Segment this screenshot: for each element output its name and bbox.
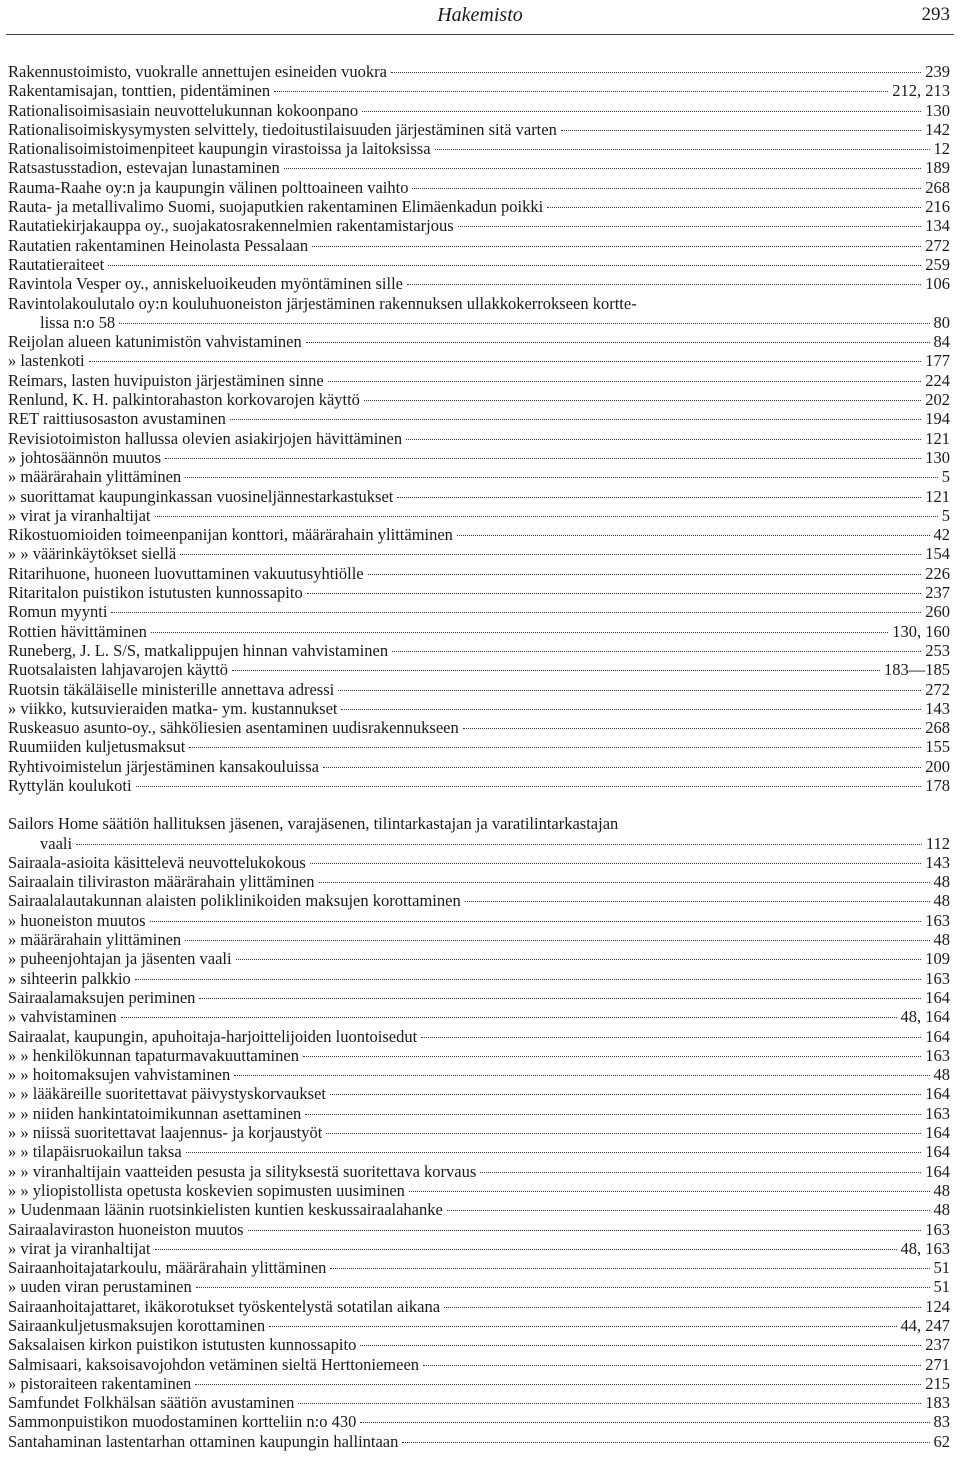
index-entry <box>0 332 960 351</box>
entry-text: » pistoraiteen rakentaminen <box>8 1373 192 1393</box>
entry-page: 5 <box>941 467 950 487</box>
index-entry <box>0 718 960 737</box>
leader-dots <box>362 111 921 112</box>
entry-text: Sairaalain tiliviraston määrärahain ylittäminen <box>8 872 315 892</box>
entry-page: 48, 164 <box>900 1007 950 1027</box>
index-entry <box>0 1297 960 1316</box>
entry-page: 216 <box>925 197 950 217</box>
index-entry <box>0 216 960 235</box>
entry-page: 183 <box>925 1393 950 1413</box>
index-entry <box>0 834 960 853</box>
leader-dots <box>298 1403 921 1404</box>
entry-text: » suorittamat kaupunginkassan vuosineljännestarkastukset <box>8 486 394 506</box>
entry-page: 142 <box>925 119 950 139</box>
entry-page: 48 <box>933 930 950 950</box>
leader-dots <box>135 979 921 980</box>
leader-dots <box>236 959 922 960</box>
index-entry <box>0 1046 960 1065</box>
index-entry <box>0 622 960 641</box>
entry-text: » » niiden hankintatoimikunnan asettaminen <box>8 1103 302 1123</box>
index-entry <box>0 853 960 872</box>
leader-dots <box>421 1037 921 1038</box>
index-group-s <box>0 853 960 1451</box>
index-group-r2 <box>0 332 960 795</box>
leader-dots <box>330 1268 929 1269</box>
page-number: 293 <box>921 4 950 25</box>
leader-dots <box>392 651 921 652</box>
entry-page: 154 <box>925 544 950 564</box>
entry-page: 212, 213 <box>892 81 950 101</box>
entry-text: » puheenjohtajan ja jäsenten vaali <box>8 949 232 969</box>
entry-page: 268 <box>925 718 950 738</box>
index-entry <box>0 1200 960 1219</box>
entry-page: 272 <box>925 679 950 699</box>
leader-dots <box>407 284 921 285</box>
leader-dots <box>121 1017 897 1018</box>
entry-page: 163 <box>925 1045 950 1065</box>
index-entry <box>0 448 960 467</box>
entry-text: RET raittiusosaston avustaminen <box>8 409 226 429</box>
entry-page: 121 <box>925 428 950 448</box>
entry-page: 202 <box>925 390 950 410</box>
index-entry <box>0 62 960 81</box>
leader-dots <box>465 901 930 902</box>
entry-text: Ruskeasuo asunto-oy., sähköliesien asentaminen uudisrakennukseen <box>8 718 459 738</box>
leader-dots <box>119 323 929 324</box>
entry-page: 164 <box>925 1123 950 1143</box>
entry-text: Rautatieraiteet <box>8 254 105 274</box>
entry-text: » » niissä suoritettavat laajennus- ja korjaustyöt <box>8 1123 323 1143</box>
leader-dots <box>232 670 880 671</box>
entry-text: Rationalisoimiskysymysten selvittely, tiedoitustilaisuuden järjestäminen sitä varten <box>8 119 557 139</box>
entry-page: 12 <box>933 139 950 159</box>
entry-text: Ritarihuone, huoneen luovuttaminen vakuutusyhtiölle <box>8 563 364 583</box>
index-entry <box>0 81 960 100</box>
entry-page: 237 <box>925 583 950 603</box>
index-entry-line1: Sailors Home säätiön hallituksen jäsenen, varajäsenen, tilintarkastajan ja varatilintarkastajan <box>8 814 619 834</box>
entry-page: 48 <box>933 1200 950 1220</box>
leader-dots <box>397 497 921 498</box>
entry-page: 163 <box>925 1219 950 1239</box>
index-entry <box>0 409 960 428</box>
entry-page: 163 <box>925 1103 950 1123</box>
entry-page: 42 <box>933 525 950 545</box>
entry-text: Rauma-Raahe oy:n ja kaupungin välinen polttoaineen vaihto <box>8 177 409 197</box>
entry-page: 44, 247 <box>900 1316 950 1335</box>
index-entry <box>0 757 960 776</box>
index-entry <box>0 1432 960 1451</box>
entry-text: Sairaanhoitajattaret, ikäkorotukset työskentelystä sotatilan aikana <box>8 1296 441 1316</box>
entry-text: Santahaminan lastentarhan ottaminen kaupungin hallintaan <box>8 1431 399 1451</box>
entry-page: 5 <box>941 505 950 525</box>
index-entry <box>0 583 960 602</box>
leader-dots <box>319 882 930 883</box>
leader-dots <box>310 863 921 864</box>
index-entry <box>0 544 960 563</box>
entry-page: 164 <box>925 1084 950 1104</box>
index-entry <box>0 371 960 390</box>
entry-text: » lastenkoti <box>8 351 85 371</box>
entry-text: » » henkilökunnan tapaturmavakuuttaminen <box>8 1045 299 1065</box>
entry-text: » » väärinkäytökset siellä <box>8 544 177 564</box>
entry-page: 226 <box>925 563 950 583</box>
index-entry <box>0 660 960 679</box>
entry-page: 237 <box>925 1335 950 1355</box>
index-entry <box>0 487 960 506</box>
entry-page: 130, 160 <box>892 621 950 641</box>
entry-page: 112 <box>925 833 950 853</box>
index-entry <box>0 1258 960 1277</box>
index-entry <box>0 564 960 583</box>
index-entry <box>0 506 960 525</box>
entry-text: Rakentamisajan, tonttien, pidentäminen <box>8 81 271 101</box>
index-entry <box>0 255 960 274</box>
leader-dots <box>328 381 922 382</box>
index-entry <box>0 1181 960 1200</box>
entry-text: » määrärahain ylittäminen <box>8 930 182 950</box>
entry-page: 48 <box>933 891 950 911</box>
leader-dots <box>323 767 921 768</box>
leader-dots <box>561 130 921 131</box>
leader-dots <box>199 998 921 999</box>
leader-dots <box>306 342 930 343</box>
leader-dots <box>330 1094 921 1095</box>
entry-text: Sairaankuljetusmaksujen korottaminen <box>8 1316 266 1335</box>
index-entry <box>0 930 960 949</box>
index-entry <box>0 699 960 718</box>
entry-text: » johtosäännön muutos <box>8 447 162 467</box>
entry-text: » » viranhaltijain vaatteiden pesusta ja silityksestä suoritettava korvaus <box>8 1161 477 1181</box>
index-entry <box>0 1104 960 1123</box>
entry-page: 178 <box>925 775 950 795</box>
leader-dots <box>269 1326 896 1327</box>
leader-dots <box>326 1133 921 1134</box>
entry-text: lissa n:o 58 <box>40 312 116 332</box>
entry-page: 215 <box>925 1373 950 1393</box>
leader-dots <box>409 1191 930 1192</box>
entry-page: 164 <box>925 1026 950 1046</box>
entry-text: » Uudenmaan läänin ruotsinkielisten kuntien keskussairaalahanke <box>8 1200 443 1220</box>
entry-page: 224 <box>925 370 950 390</box>
entry-page: 259 <box>925 254 950 274</box>
leader-dots <box>406 439 921 440</box>
index-entry <box>0 101 960 120</box>
leader-dots <box>547 207 921 208</box>
leader-dots <box>444 1307 921 1308</box>
entry-text: » virat ja viranhaltijat <box>8 1238 151 1258</box>
entry-text: Sairaalaviraston huoneiston muutos <box>8 1219 244 1239</box>
leader-dots <box>338 690 921 691</box>
leader-dots <box>196 1287 930 1288</box>
entry-text: Rauta- ja metallivalimo Suomi, suojaputkien rakentaminen Elimäenkadun poikki <box>8 197 544 217</box>
leader-dots <box>447 1210 930 1211</box>
entry-page: 155 <box>925 737 950 757</box>
entry-page: 239 <box>925 62 950 81</box>
index-entry <box>0 467 960 486</box>
leader-dots <box>89 361 922 362</box>
index-entry-line1: Ravintolakoulutalo oy:n kouluhuoneiston järjestäminen rakennuksen ullakkokerrokseen kortte- <box>8 293 637 313</box>
entry-text: Rationalisoimisasiain neuvottelukunnan kokoonpano <box>8 100 359 120</box>
index-entry <box>0 872 960 891</box>
entry-page: 109 <box>925 949 950 969</box>
leader-dots <box>368 574 922 575</box>
entry-text: Sairaala-asioita käsittelevä neuvottelukokous <box>8 852 306 872</box>
leader-dots <box>391 72 921 73</box>
index-entry <box>0 1239 960 1258</box>
leader-dots <box>423 1365 921 1366</box>
leader-dots <box>458 226 922 227</box>
entry-page: 124 <box>925 1296 950 1316</box>
entry-text: Sammonpuistikon muodostaminen kortteliin n:o 430 <box>8 1412 357 1432</box>
leader-dots <box>186 1152 922 1153</box>
entry-page: 130 <box>925 447 950 467</box>
leader-dots <box>435 149 930 150</box>
entry-text: Rationalisoimistoimenpiteet kaupungin virastoissa ja laitoksissa <box>8 139 431 159</box>
index-entry <box>0 390 960 409</box>
entry-text: Renlund, K. H. palkintorahaston korkovarojen käyttö <box>8 390 360 410</box>
leader-dots <box>312 246 921 247</box>
index-entry <box>0 1027 960 1046</box>
leader-dots <box>234 1075 929 1076</box>
entry-text: Samfundet Folkhälsan säätiön avustaminen <box>8 1393 295 1413</box>
entry-page: 260 <box>925 602 950 622</box>
leader-dots <box>195 1384 921 1385</box>
letter-gap <box>0 795 960 814</box>
entry-page: 143 <box>925 852 950 872</box>
index-entry <box>0 313 960 332</box>
entry-text: Ruotsalaisten lahjavarojen käyttö <box>8 660 228 680</box>
entry-page: 83 <box>933 1412 950 1432</box>
leader-dots <box>274 91 888 92</box>
entry-text: » sihteerin palkkio <box>8 968 131 988</box>
index-entry <box>0 274 960 293</box>
leader-dots <box>402 1442 929 1443</box>
leader-dots <box>155 516 938 517</box>
leader-dots <box>303 1056 921 1057</box>
entry-text: Runeberg, J. L. S/S, matkalippujen hinnan vahvistaminen <box>8 640 389 660</box>
entry-text: » määrärahain ylittäminen <box>8 467 182 487</box>
entry-page: 121 <box>925 486 950 506</box>
entry-page: 163 <box>925 910 950 930</box>
index-entry <box>0 1335 960 1354</box>
entry-page: 48 <box>933 1180 950 1200</box>
entry-text: Ryhtivoimistelun järjestäminen kansakouluissa <box>8 756 319 776</box>
entry-text: » uuden viran perustaminen <box>8 1277 192 1297</box>
index-entry <box>0 1142 960 1161</box>
entry-text: » » yliopistollista opetusta koskevien sopimusten uusiminen <box>8 1180 405 1200</box>
entry-page: 177 <box>925 351 950 371</box>
entry-text: Revisiotoimiston hallussa olevien asiakirjojen hävittäminen <box>8 428 403 448</box>
entry-text: Saksalaisen kirkon puistikon istutusten kunnossapito <box>8 1335 357 1355</box>
entry-page: 189 <box>925 158 950 178</box>
index-entry <box>0 1065 960 1084</box>
entry-text: Rautatien rakentaminen Heinolasta Pessalaan <box>8 235 309 255</box>
leader-dots <box>136 786 922 787</box>
entry-page: 143 <box>925 698 950 718</box>
leader-dots <box>305 1114 921 1115</box>
leader-dots <box>189 747 921 748</box>
leader-dots <box>155 1249 897 1250</box>
index-entry <box>0 1316 960 1335</box>
entry-text: vaali <box>40 833 73 853</box>
entry-page: 183—185 <box>884 660 950 680</box>
index-group-r <box>0 62 960 294</box>
leader-dots <box>360 1422 929 1423</box>
running-title: Hakemisto <box>437 4 523 26</box>
entry-text: Sairaalamaksujen periminen <box>8 987 196 1007</box>
entry-page: 51 <box>933 1277 950 1297</box>
leader-dots <box>165 458 921 459</box>
leader-dots <box>108 265 921 266</box>
index-entry <box>0 1355 960 1374</box>
entry-page: 48 <box>933 1065 950 1085</box>
header-rule <box>6 34 954 35</box>
leader-dots <box>360 1345 921 1346</box>
entry-page: 80 <box>933 312 950 332</box>
index-entry <box>0 525 960 544</box>
entry-page: 163 <box>925 968 950 988</box>
leader-dots <box>457 535 930 536</box>
entry-text: Sairaalat, kaupungin, apuhoitaja-harjoittelijoiden luontoisedut <box>8 1026 418 1046</box>
entry-page: 51 <box>933 1258 950 1278</box>
entry-text: Ritaritalon puistikon istutusten kunnossapito <box>8 583 303 603</box>
index-entry <box>0 236 960 255</box>
entry-page: 130 <box>925 100 950 120</box>
entry-text: » viikko, kutsuvieraiden matka- ym. kustannukset <box>8 698 338 718</box>
leader-dots <box>248 1230 922 1231</box>
entry-text: Rikostuomioiden toimeenpanijan konttori, määrärahain ylittäminen <box>8 525 453 545</box>
index-entry <box>0 178 960 197</box>
index-entry <box>0 891 960 910</box>
leader-dots <box>230 419 921 420</box>
entry-text: » huoneiston muutos <box>8 910 146 930</box>
index-entry <box>0 1277 960 1296</box>
leader-dots <box>284 168 922 169</box>
index-entry <box>0 351 960 370</box>
entry-page: 194 <box>925 409 950 429</box>
index-entry <box>0 1123 960 1142</box>
index-entry <box>0 988 960 1007</box>
index-entry <box>0 911 960 930</box>
index-entry <box>0 1393 960 1412</box>
entry-page: 134 <box>925 216 950 236</box>
entry-page: 62 <box>933 1431 950 1451</box>
index-entry <box>0 641 960 660</box>
entry-page: 164 <box>925 1161 950 1181</box>
index-entry <box>0 776 960 795</box>
entry-page: 48 <box>933 872 950 892</box>
index-entry <box>0 969 960 988</box>
entry-text: » » tilapäisruokailun taksa <box>8 1142 182 1162</box>
entry-text: » virat ja viranhaltijat <box>8 505 151 525</box>
leader-dots <box>185 940 929 941</box>
entry-text: » » lääkäreille suoritettavat päivystyskorvaukset <box>8 1084 326 1104</box>
leader-dots <box>180 554 921 555</box>
entry-page: 164 <box>925 1142 950 1162</box>
index-entry <box>0 680 960 699</box>
entry-page: 84 <box>933 332 950 352</box>
index-entry <box>0 737 960 756</box>
index-entry <box>0 602 960 621</box>
entry-text: Romun myynti <box>8 602 108 622</box>
page-header <box>0 0 960 40</box>
entry-text: Rautatiekirjakauppa oy., suojakatosrakennelmien rakentamistarjous <box>8 216 454 236</box>
index-entry <box>0 1162 960 1181</box>
index-entry <box>0 429 960 448</box>
entry-text: » » hoitomaksujen vahvistaminen <box>8 1065 231 1085</box>
entry-text: Sairaalalautakunnan alaisten poliklinikoiden maksujen korottaminen <box>8 891 461 911</box>
index-entry <box>0 197 960 216</box>
leader-dots <box>111 612 921 613</box>
leader-dots <box>76 844 922 845</box>
entry-page: 253 <box>925 640 950 660</box>
index-entry <box>0 1374 960 1393</box>
leader-dots <box>364 400 921 401</box>
leader-dots <box>150 921 922 922</box>
entry-text: Ryttylän koulukoti <box>8 775 132 795</box>
leader-dots <box>151 632 888 633</box>
entry-text: Ruotsin täkäläiselle ministerille annettava adressi <box>8 679 335 699</box>
entry-text: Salmisaari, kaksoisavojohdon vetäminen sieltä Herttoniemeen <box>8 1354 420 1374</box>
leader-dots <box>412 188 921 189</box>
index-entry <box>0 1007 960 1026</box>
index-list <box>0 62 960 1451</box>
index-entry <box>0 158 960 177</box>
index-entry <box>0 1220 960 1239</box>
leader-dots <box>463 728 922 729</box>
entry-page: 271 <box>925 1354 950 1374</box>
entry-page: 164 <box>925 987 950 1007</box>
entry-page: 268 <box>925 177 950 197</box>
index-entry <box>0 1084 960 1103</box>
leader-dots <box>307 593 922 594</box>
entry-text: Rakennustoimisto, vuokralle annettujen esineiden vuokra <box>8 62 387 81</box>
entry-page: 200 <box>925 756 950 776</box>
entry-text: Sairaanhoitajatarkoulu, määrärahain ylittäminen <box>8 1258 327 1278</box>
entry-page: 106 <box>925 274 950 294</box>
entry-page: 272 <box>925 235 950 255</box>
entry-text: Ruumiiden kuljetusmaksut <box>8 737 186 757</box>
entry-text: Rottien hävittäminen <box>8 621 147 641</box>
entry-text: Ravintola Vesper oy., anniskeluoikeuden myöntäminen sille <box>8 274 404 294</box>
leader-dots <box>341 709 921 710</box>
index-entry <box>0 949 960 968</box>
entry-text: Ratsastusstadion, estevajan lunastaminen <box>8 158 280 178</box>
entry-text: » vahvistaminen <box>8 1007 117 1027</box>
leader-dots <box>480 1172 921 1173</box>
index-entry <box>0 120 960 139</box>
entry-page: 48, 163 <box>900 1238 950 1258</box>
entry-text: Reijolan alueen katunimistön vahvistaminen <box>8 332 302 352</box>
entry-text: Reimars, lasten huvipuiston järjestäminen sinne <box>8 370 324 390</box>
leader-dots <box>185 477 938 478</box>
index-entry <box>0 1412 960 1431</box>
index-entry <box>0 139 960 158</box>
